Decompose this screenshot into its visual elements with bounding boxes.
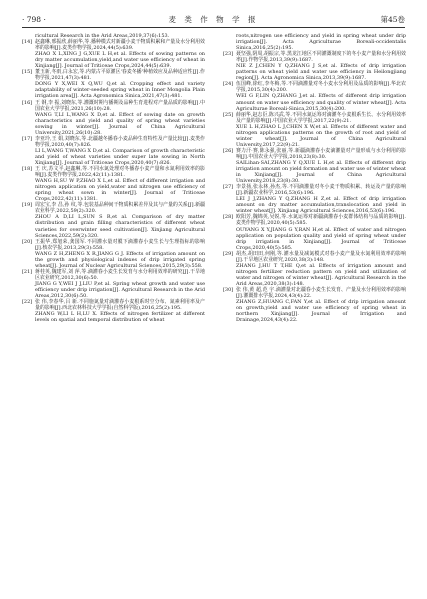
reference-text: ZHANG J,HU T T,HE Q,et al. Effects of irrigation amount and nitrogen fertilizer reduction pattern on yield and utilization of water and nitrogen of winter wheat[J]. Agricultural Research in the Arid Areas,2020,38(3):148. — [236, 262, 406, 287]
reference-entry — [223, 227, 406, 251]
reference-number: [19] — [22, 202, 33, 209]
reference-text: WANG Z H,ZHENG X R,JIANG G J. Effects of irrigation amount on the growth and physiological indexes of drip irrigated spring wheat[J]. Journal of Nuclear Agricultural Sciences,2015,29(3):558. — [35, 250, 205, 269]
reference-text: 赵鑫琳,邢振欣,薛丽华,等.播种模式对新疆小麦干物质积累和产量及水分利用效率的影响[J].麦类作物学报,2024,44(5):639. — [35, 39, 205, 52]
reference-text: ricultural Research in the Arid Areas,2019,37(6):153. — [35, 33, 170, 39]
reference-entry — [223, 184, 406, 196]
reference-entry — [223, 124, 406, 148]
reference-text: DONG Y X,WEI X Q,WU Q,et al. Cropping effect and variety adaptability of winter-seeded spring wheat in Inner Mongolia Plain irrigation area[J]. Acta Agronomica Sinica,2021,47(3):481. — [35, 81, 205, 100]
reference-entry — [22, 311, 205, 323]
reference-number: [28] — [223, 214, 234, 221]
reference-text: 王振华,郑旭荣,龚国军.不同灌水量对膜下滴灌春小麦生长与生理指标的影响[J].核农学报,2013,29(3):558. — [35, 238, 205, 251]
reference-text: ZHOU A D,LI L,SUN S R,et al. Comparison of dry matter distribution and grain filling characteristics of different wheat varieties for overwinter seed cultivation[J]. Xinjiang Agricultural Sciences,2022,59(2):320. — [35, 214, 205, 239]
reference-entry — [223, 214, 406, 226]
reference-number: [20] — [22, 238, 33, 245]
reference-text: LEI J J,ZHANG Y Q,ZHANG H Z,et al. Effect of drip irrigation amount on dry matter accumulation,translocation and yield in winter wheat[J]. Xinjiang Agricultural Sciences,2016,53(6):196. — [236, 196, 406, 215]
reference-text: 聂坚强,阴周,胡振宗,等.黑龙江地区不同灌溉制度下的冬小麦产量和水分利用效率[J].作物学报,2013,39(9):1687. — [236, 51, 406, 64]
reference-entry — [223, 33, 406, 51]
reference-number: [23] — [223, 51, 234, 58]
reference-text: 李亚玲,王 娟,刘晓东,等.北疆越冬播春小麦品种生育特性及产量比较[J].麦类作物学报,2020,40(7):826. — [35, 135, 205, 148]
reference-text: NIE Z J,CHEN Y Q,ZHANG J S,et al. Effects of drip irrigation patterns on wheat yield and water use efficiency in Heilongjiang region[J]. Acta Agronomica Sinica,2013,39(9):1687. — [236, 63, 406, 82]
reference-entry — [22, 178, 205, 202]
reference-text: 王 庆,苏文平,赵鑫琳,等.不同水氮处理对冬播春小麦产量和水氮利用效率的影响[J].麦类作物学报,2022,42(11):1381. — [35, 166, 205, 179]
reference-number: [30] — [223, 286, 234, 293]
page-number: · 798 · — [22, 15, 46, 24]
reference-entry — [223, 251, 406, 263]
journal-title: 麦 类 作 物 学 报 — [168, 15, 259, 24]
reference-entry — [22, 269, 205, 281]
reference-entry — [22, 281, 205, 299]
reference-text: XUE L H,ZHAO L J,CHEN X W,et al. Effects of different water and nitrogen applications patterns on the growth of root and yield of winter wheat[J]. Journal of China Agricultural University,2017,22(9):21. — [236, 123, 406, 148]
reference-entry — [223, 63, 406, 81]
reference-entry — [22, 299, 205, 311]
reference-entry — [22, 51, 205, 69]
reference-number: [26] — [223, 147, 234, 154]
reference-text: 张 伟,黄 超,范 宇.滴灌量对北疆春小麦生长发育、产量及水分利用效率的影响[J].灌溉排水学报,2024,43(4):22. — [236, 286, 406, 300]
reference-entry — [223, 299, 406, 323]
reference-text: ZHANG W,LI L H,LU X. Effects of nitrogen fertilizer at different levels on spatial and temporal distribution of wheat — [35, 311, 205, 324]
reference-text: OUYANG X Y,JIANG G Y,RAN H,et al. Effect of water and nitrogen application on population quality and yield of spring wheat under drip irrigation in Xinjiang[J]. Journal of Triticeae Crops,2020,40(5):585. — [236, 226, 406, 251]
reference-text: 胡杰,胡田田,何刚,等.灌水量及减氮模式对春小麦产量及水氮利用效率的影响[J].干旱地区农业研究,2020,38(3):148. — [236, 250, 406, 263]
reference-text: WANG H,SU W P,ZHAO X L,et al. Effect of different irrigation and nitrogen application on yield,water and nitrogen use efficiency of spring wheat sown in winter[J]. Journal of Triticeae Crops,2022,42(11):1381. — [35, 178, 205, 203]
reference-number: [17] — [22, 135, 33, 142]
reference-text: 周宏宝,李 昌,孙 纹,等.包装基品种间干物质积累差异及其与产量的关系[J].新疆农业科学,2022,59(2):320. — [35, 202, 205, 215]
reference-text: 李景扬,张永林,孙杰,等.不同滴灌量对冬小麦干物质积累、转运及产量的影响[J].新疆农业科学,2016,53(6):196. — [236, 184, 406, 197]
reference-entry — [223, 93, 406, 111]
reference-number: [27] — [223, 184, 234, 191]
reference-entry — [223, 160, 406, 184]
reference-entry — [22, 202, 205, 214]
reference-entry — [223, 81, 406, 93]
reference-entry — [223, 51, 406, 63]
reference-entry — [22, 39, 205, 51]
reference-text: 王 钢,李 振,刘晓东,等.灌溉时期与播期及品种生育进程对产量品质的影响[J].中国农业大学学报,2021,26(10):28. — [35, 99, 205, 112]
running-header — [22, 13, 405, 28]
volume-label: 第45卷 — [380, 15, 405, 24]
reference-entry — [223, 112, 406, 124]
reference-entry — [223, 148, 406, 160]
reference-entry — [22, 136, 205, 148]
reference-number: [21] — [22, 268, 33, 275]
reference-entry — [223, 196, 406, 214]
references-section — [22, 33, 406, 593]
reference-text: ZHANG Z,HUANG C,FAN Y,et al. Effect of drip irrigation amount on growth,yield and water use efficiency of spring wheat in northern Xinjiang[J]. Journal of Irrigation and Drainage,2024,43(4):22. — [236, 299, 406, 324]
reference-number: [22] — [22, 299, 33, 306]
reference-number: [14] — [22, 39, 33, 46]
reference-entry — [223, 263, 406, 287]
reference-entry — [22, 239, 205, 251]
reference-number: [24] — [223, 81, 234, 88]
reference-text: 欧阳芳,魏锦英,吴锐,等.水氮运筹对新疆滴灌春小麦群体结构与品质的影响[J].麦类作物学报,2020,40(5):585. — [236, 214, 406, 227]
reference-entry — [22, 148, 205, 166]
reference-text: roots,nitrogen use efficiency and yield in spring wheat under drip irrigation[J]. Acta Agriculturae Boreali-occidentalis Sinica,2016,25(2):195. — [236, 33, 406, 52]
reference-text: 薛丽华,赵志臣,陈兴武,等.不同水氮运筹对滴灌冬小麦根系生长、水分利用效率及产量的影响[J].中国农业大学学报,2017,22(9):21. — [236, 111, 406, 124]
reference-entry — [22, 214, 205, 238]
reference-entry — [22, 69, 205, 81]
reference-text: 蒋桂英,魏建军,刘 萍,等.滴灌春小麦生长发育与水分利用效率的研究[J].干旱地区农业研究,2012,30(6):50. — [35, 268, 205, 281]
reference-number: [25] — [223, 111, 234, 118]
reference-text: JIANG G Y,WEI J J,LIU P,et al. Spring wheat growth and water use efficiency under drip irrigation[J]. Agricultural Research in the Arid Areas,2012,30(6):50. — [35, 280, 205, 300]
references-left-column — [22, 33, 205, 593]
reference-text: WANG T,LI L,WANG X D,et al. Effect of sowing date on growth characteristics and yield and quality of spring wheat varieties sowing in winter[J]. Journal of China Agricultural University,2021,26(10):28. — [35, 111, 205, 136]
reference-entry — [22, 100, 205, 112]
reference-text: 董玉新,冬雨,白永宏,等.内蒙古平原灌区'春麦冬播'种植效应及品种适应性[J].作物学报,2021,47(3):481. — [35, 69, 205, 82]
reference-text: WEI G F,LIN Q,ZHANG J,et al. Effects of different drip irrigation amount on water use efficiency and quality of winter wheat[J]. Acta Agriculturae Boreali-Sinica,2015,30(4):200. — [236, 93, 406, 112]
reference-text: LI L,WANG T,WANG X D,et al. Comparison of growth characteristic and yield of wheat varieties under super late sowing in North Xinjiang[J]. Journal of Triticeae Crops,2020,40(7):826. — [35, 147, 205, 166]
reference-text: 伍国峰,徐红,李冬梅,等.不同滴灌量对冬小麦水分利用及品质的影响[J].华北农学报,2015,30(4):200. — [236, 81, 406, 94]
reference-text: ZHAO X L,XING J G,XUE L H,et al. Effects of sowing patterns on dry matter accumulation,yield,and water use efficiency of wheat in Xinjiang[J]. Journal of Triticeae Crops,2024,44(5):639. — [35, 51, 205, 70]
reference-entry — [22, 81, 205, 99]
reference-text: 赛力汗·赛,陈永强,张丽,等.新疆滴灌春小麦滴灌量对产量形成与水分利用的影响[J].中国农业大学学报,2018,23(8):30. — [236, 147, 406, 160]
reference-entry — [22, 112, 205, 136]
reference-text: 张 伟,李春华,吕 新.不同施氮量对滴灌春小麦根系时空分布、氮素利用率及产量的影响[J].西北农林科技大学学报(自然科学版),2016,25(2):195. — [35, 299, 205, 312]
references-right-column — [223, 33, 406, 593]
reference-number: [16] — [22, 99, 33, 106]
reference-text: SAILihan·SAI,ZHANG Y Q,XUE L H,et al. Effects of different drip irrigation amount on yield formation and water use of winter wheat in Xinjiang[J]. Journal of China Agricultural University,2018,23(8):30. — [236, 159, 406, 185]
reference-entry — [223, 287, 406, 299]
reference-number: [29] — [223, 250, 234, 257]
reference-entry — [22, 166, 205, 178]
reference-number: [15] — [22, 69, 33, 76]
reference-number: [18] — [22, 166, 33, 173]
reference-entry — [22, 251, 205, 269]
